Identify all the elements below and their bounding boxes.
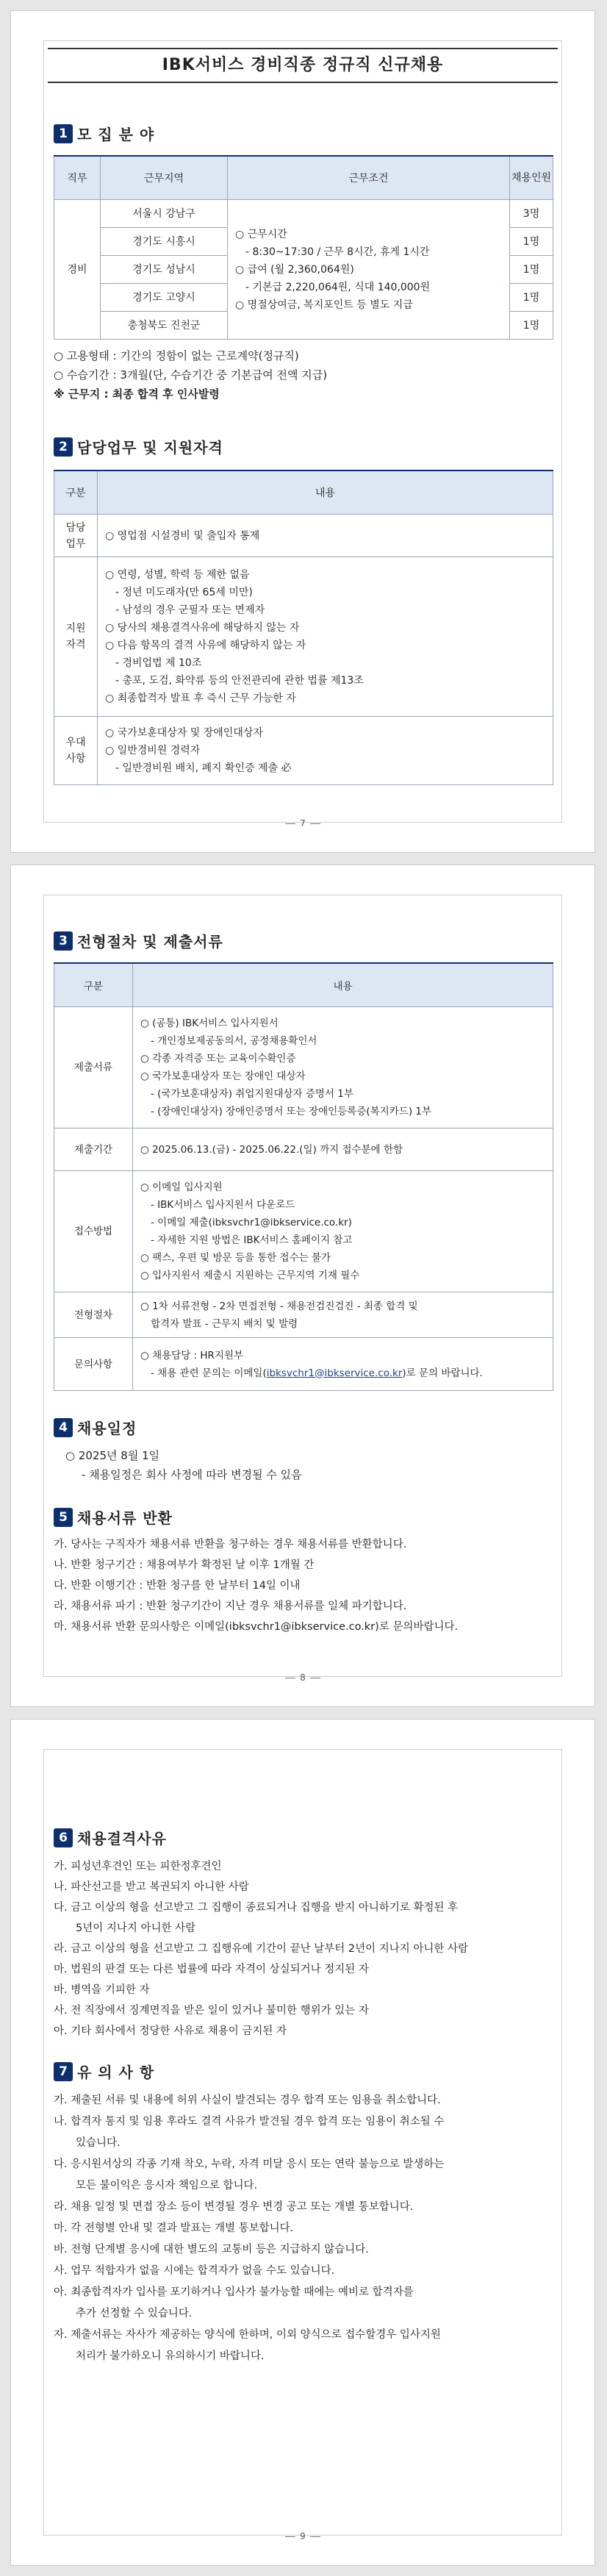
schedule-line: - 채용일정은 회사 사정에 따라 변경될 수 있음	[82, 1468, 302, 1481]
section-heading-notes	[54, 2061, 154, 2082]
disqualify-line: 아. 기타 회사에서 정당한 사유로 채용이 금지된 자	[54, 2025, 287, 2037]
section-number: 7	[54, 2062, 73, 2081]
note-line: 라. 채용 일정 및 면접 장소 등이 변경될 경우 변경 공고 또는 개별 통보합니다.	[54, 2201, 414, 2213]
col-header-category: 구분	[54, 963, 133, 1007]
row-content	[98, 557, 553, 717]
note-line: 모든 불이익은 응시자 책임으로 합니다.	[76, 2180, 258, 2192]
section-number: 5	[54, 1508, 73, 1527]
location-cell: 충청북도 진천군	[101, 312, 228, 340]
content-line: ○ 1차 서류전형 - 2차 면접전형 - 채용전검진검진 - 최종 합격 및	[140, 1300, 418, 1312]
row-content	[133, 1128, 553, 1171]
note-line: 추가 선정할 수 있습니다.	[76, 2308, 193, 2319]
page-number: 8	[11, 1672, 595, 1683]
page-title: IBK서비스 경비직종 정규직 신규채용	[48, 48, 558, 83]
return-docs-text	[54, 1534, 458, 1637]
document-page-2	[10, 865, 595, 1707]
col-header-job: 직무	[54, 156, 101, 200]
col-header-category: 구분	[54, 471, 98, 515]
process-table	[54, 962, 553, 1391]
col-header-count: 채용인원	[510, 156, 553, 200]
content-line: - 일반경비원 배치, 폐지 확인증 제출 必	[115, 762, 292, 774]
content-line: 합격자 발표 - 근무지 배치 및 발령	[151, 1317, 298, 1330]
condition-line: ○ 명절상여금, 복지포인트 등 별도 지급	[235, 298, 413, 311]
section-title: 채용서류 반환	[77, 1509, 173, 1527]
row-content	[133, 1338, 553, 1391]
content-line: - 이메일 제출(ibksvchr1@ibkservice.co.kr)	[151, 1217, 352, 1228]
row-content	[98, 515, 553, 557]
content-line: - 개인정보제공동의서, 공정채용확인서	[151, 1035, 317, 1047]
row-label: 전형절차	[54, 1292, 133, 1338]
content-line: - 경비업법 제 10조	[115, 657, 202, 669]
note-line: 다. 응시원서상의 각종 기재 착오, 누락, 자격 미달 응시 또는 연락 불능으로 발생하는	[54, 2158, 445, 2170]
note-line: ○ 고용형태 : 기간의 정함이 없는 근로계약(정규직)	[54, 349, 299, 362]
condition-line: - 8:30~17:30 / 근무 8시간, 휴게 1시간	[245, 246, 430, 258]
contact-suffix: )로 문의 바랍니다.	[402, 1367, 483, 1379]
content-line: - (장애인대상자) 장애인증명서 또는 장애인등록증(복지카드) 1부	[151, 1106, 432, 1117]
row-content	[98, 717, 553, 785]
section-heading-schedule	[54, 1417, 137, 1438]
contact-email-link[interactable]: ibksvchr1@ibkservice.co.kr	[266, 1367, 403, 1379]
note-line: 처리가 불가하오니 유의하시기 바랍니다.	[76, 2350, 265, 2362]
condition-line: ○ 근무시간	[235, 228, 287, 240]
section-number: 1	[54, 124, 73, 143]
row-label: 접수방법	[54, 1171, 133, 1292]
content-line: ○ 당사의 채용결격사유에 해당하지 않는 자	[105, 622, 300, 634]
disqualify-line: 사. 전 직장에서 징계면직을 받은 일이 있거나 불미한 행위가 있는 자	[54, 2005, 369, 2017]
recruit-table	[54, 155, 553, 340]
content-line: - 자세한 지원 방법은 IBK서비스 홈페이지 참고	[151, 1234, 353, 1246]
content-line: - (국가보훈대상자) 취업지원대상자 증명서 1부	[151, 1088, 353, 1100]
location-cell: 경기도 고양시	[101, 284, 228, 312]
content-line: - 총포, 도검, 화약류 등의 안전관리에 관한 법률 제13조	[115, 675, 364, 687]
note-line: 바. 전형 단계별 응시에 대한 별도의 교통비 등은 지급하지 않습니다.	[54, 2244, 369, 2255]
disqualify-line: 라. 금고 이상의 형을 선고받고 그 집행유예 기간이 끝난 날부터 2년이 지나지 아니한 사람	[54, 1943, 468, 1955]
document-page-3	[10, 1719, 595, 2566]
col-header-conditions: 근무조건	[228, 156, 510, 200]
contact-prefix: - 채용 관련 문의는 이메일(	[151, 1367, 267, 1379]
content-line: ○ 팩스, 우편 및 방문 등을 통한 접수는 불가	[140, 1252, 331, 1264]
note-line: 아. 최종합격자가 입사를 포기하거나 입사가 불가능할 때에는 예비로 합격자를	[54, 2286, 414, 2298]
section-heading-disqualify	[54, 1827, 167, 1848]
col-header-location: 근무지역	[101, 156, 228, 200]
content-line: ○ 일반경비원 경력자	[105, 745, 201, 756]
disqualify-line: 가. 피성년후견인 또는 피한정후견인	[54, 1861, 222, 1872]
conditions-cell	[228, 200, 510, 340]
content-line: ○ (공통) IBK서비스 입사지원서	[140, 1017, 279, 1029]
content-line: ○ 다음 항목의 결격 사유에 해당하지 않는 자	[105, 640, 306, 651]
duty-table	[54, 470, 553, 785]
note-line: 마. 각 전형별 안내 및 결과 발표는 개별 통보합니다.	[54, 2222, 294, 2234]
section-heading-duty	[54, 436, 223, 457]
content-line: ○ 국가보훈대상자 또는 장애인 대상자	[140, 1070, 306, 1082]
col-header-content: 내용	[133, 963, 553, 1007]
notes-text	[54, 2090, 444, 2367]
row-label: 담당업무	[54, 515, 98, 557]
contact-line	[140, 1364, 545, 1382]
return-line: 나. 반환 청구기간 : 채용여부가 확정된 날 이후 1개월 간	[54, 1559, 315, 1571]
content-line: - 남성의 경우 군필자 또는 면제자	[115, 604, 265, 616]
content-line: ○ 각종 자격증 또는 교육이수확인증	[140, 1053, 296, 1065]
content-line: ○ 2025.06.13.(금) - 2025.06.22.(일) 까지 접수분에 한함	[140, 1143, 403, 1156]
schedule-line: ○ 2025년 8월 1일	[65, 1449, 160, 1462]
section-title: 채용결격사유	[77, 1830, 167, 1847]
content-line: ○ 국가보훈대상자 및 장애인대상자	[105, 727, 263, 739]
note-line: 나. 합격자 통지 및 임용 후라도 결격 사유가 발견될 경우 합격 또는 임용이 취소될 수	[54, 2116, 445, 2128]
section-title: 유 의 사 항	[77, 2064, 155, 2081]
job-cell: 경비	[54, 200, 101, 340]
count-cell: 3명	[510, 200, 553, 228]
content-line: ○ 연령, 성별, 학력 등 제한 없음	[105, 569, 250, 581]
count-cell: 1명	[510, 312, 553, 340]
row-label: 우대사항	[54, 717, 98, 785]
content-line: ○ 영업점 시설경비 및 출입자 통제	[105, 529, 260, 542]
section-title: 전형절차 및 제출서류	[77, 933, 223, 951]
count-cell: 1명	[510, 284, 553, 312]
section-heading-recruit	[54, 123, 154, 144]
section-number: 4	[54, 1418, 73, 1437]
section-title: 채용일정	[77, 1420, 137, 1437]
section-heading-process	[54, 930, 223, 951]
count-cell: 1명	[510, 256, 553, 284]
recruit-notes	[54, 346, 327, 404]
condition-line: ○ 급여 (월 2,360,064원)	[235, 263, 354, 276]
return-line: 라. 채용서류 파기 : 반환 청구기간이 지난 경우 채용서류를 일체 파기합니다.	[54, 1600, 407, 1612]
section-number: 6	[54, 1828, 73, 1847]
condition-line: - 기본급 2,220,064원, 식대 140,000원	[245, 281, 431, 293]
location-cell: 서울시 강남구	[101, 200, 228, 228]
section-title: 담당업무 및 지원자격	[77, 439, 223, 457]
location-cell: 경기도 성남시	[101, 256, 228, 284]
note-line: 사. 업무 적합자가 없을 시에는 합격자가 없을 수도 있습니다.	[54, 2265, 335, 2277]
disqualify-text	[54, 1856, 468, 2042]
page-number: 9	[11, 2531, 595, 2541]
note-line: 자. 제출서류는 자사가 제공하는 양식에 한하며, 이외 양식으로 접수할경우 입사지원	[54, 2329, 441, 2341]
row-label: 제출기간	[54, 1128, 133, 1171]
disqualify-line: 바. 병역을 기피한 자	[54, 1984, 150, 1996]
note-line: 가. 제출된 서류 및 내용에 허위 사실이 발견되는 경우 합격 또는 임용을 취소합니다.	[54, 2094, 441, 2106]
row-label: 지원자격	[54, 557, 98, 717]
disqualify-line: 5년이 지나지 아니한 사람	[76, 1922, 196, 1934]
location-cell: 경기도 시흥시	[101, 228, 228, 256]
count-cell: 1명	[510, 228, 553, 256]
content-line: ○ 이메일 입사지원	[140, 1181, 223, 1193]
section-heading-return	[54, 1506, 173, 1528]
note-line: ※ 근무지 : 최종 합격 후 인사발령	[54, 387, 220, 401]
schedule-text	[65, 1446, 302, 1484]
return-line: 가. 당사는 구직자가 채용서류 반환을 청구하는 경우 채용서류를 반환합니다.	[54, 1539, 407, 1550]
disqualify-line: 다. 금고 이상의 형을 선고받고 그 집행이 종료되거나 집행을 받지 아니하기로 확정된 후	[54, 1902, 459, 1914]
note-line: 있습니다.	[76, 2137, 121, 2149]
section-number: 2	[54, 437, 73, 457]
disqualify-line: 나. 파산선고를 받고 복권되지 아니한 사람	[54, 1881, 249, 1893]
row-label: 문의사항	[54, 1338, 133, 1391]
section-number: 3	[54, 931, 73, 951]
content-line: - 정년 미도래자(만 65세 미만)	[115, 587, 253, 598]
col-header-content: 내용	[98, 471, 553, 515]
row-content	[133, 1171, 553, 1292]
row-content	[133, 1292, 553, 1338]
content-line: ○ 최종합격자 발표 후 즉시 근무 가능한 자	[105, 693, 296, 704]
return-line: 마. 채용서류 반환 문의사항은 이메일(ibksvchr1@ibkservice.co.kr)로 문의바랍니다.	[54, 1621, 459, 1633]
content-line: ○ 채용담당 : HR지원부	[140, 1349, 244, 1362]
row-content	[133, 1007, 553, 1128]
section-title: 모 집 분 야	[77, 126, 155, 143]
return-line: 다. 반환 이행기간 : 반환 청구를 한 날부터 14일 이내	[54, 1580, 301, 1592]
row-label: 제출서류	[54, 1007, 133, 1128]
page-number: 7	[11, 818, 595, 829]
document-page-1	[10, 10, 595, 853]
disqualify-line: 마. 법원의 판결 또는 다른 법률에 따라 자격이 상실되거나 정지된 자	[54, 1964, 369, 1975]
note-line: ○ 수습기간 : 3개월(단, 수습기간 중 기본급여 전액 지급)	[54, 368, 328, 382]
content-line: - IBK서비스 입사지원서 다운로드	[151, 1199, 295, 1211]
content-line: ○ 입사지원서 제출시 지원하는 근무지역 기재 필수	[140, 1270, 360, 1281]
